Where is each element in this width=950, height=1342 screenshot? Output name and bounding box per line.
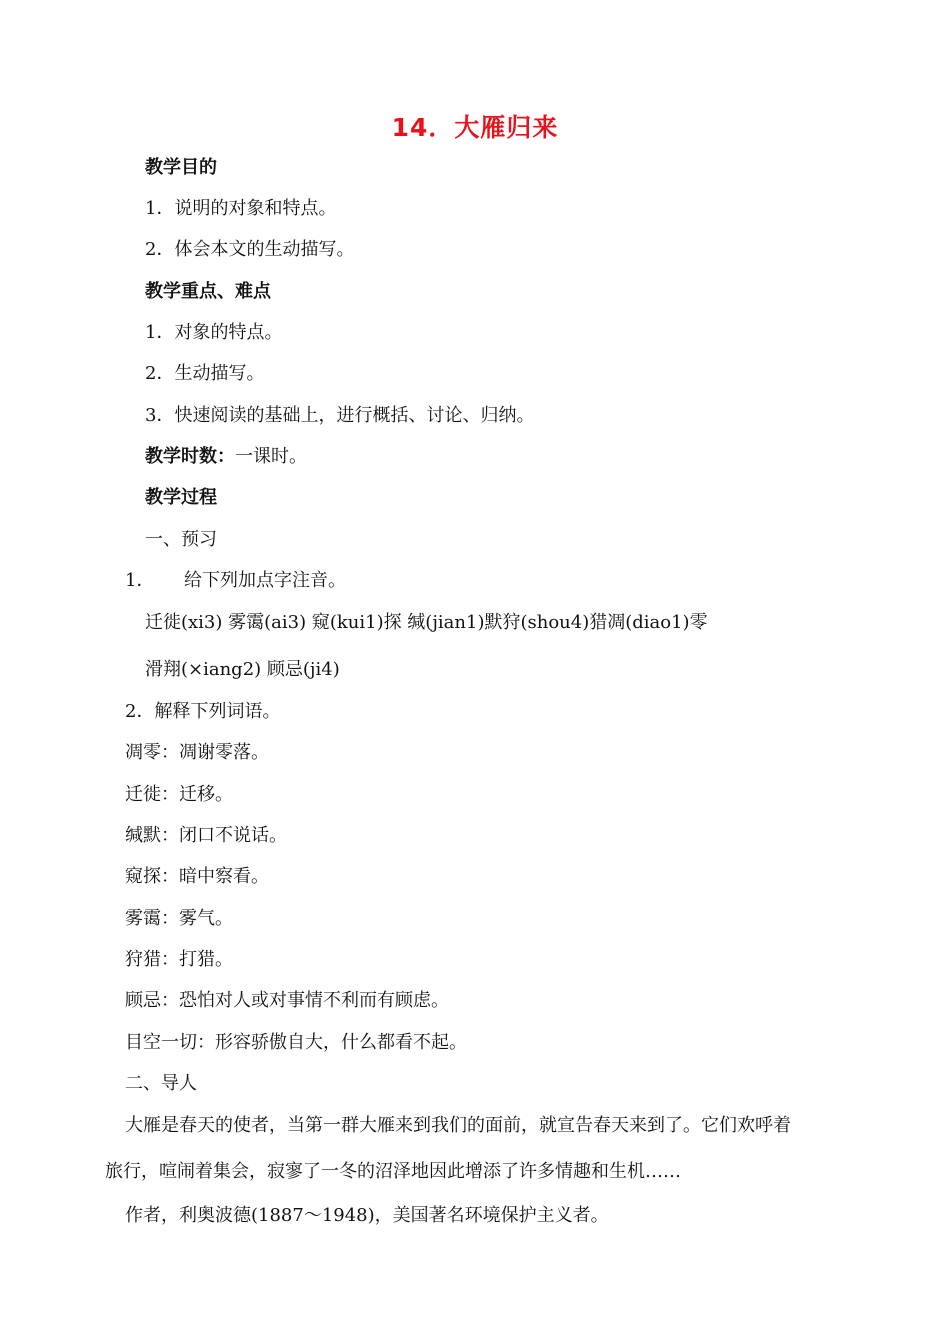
- intro-heading: 二、导人: [125, 1073, 197, 1094]
- process-heading: 教学过程: [145, 487, 217, 508]
- objective-item: 2．体会本文的生动描写。: [145, 239, 355, 260]
- definition-item: 狩猎：打猎。: [125, 949, 233, 970]
- pinyin-line: 滑翔(×iang2) 顾忌(ji4): [145, 659, 340, 680]
- hours-line: [145, 445, 307, 469]
- pinyin-line: 迁徙(xi3) 雾霭(ai3) 窥(kui1)探 缄(jian1)默狩(shou4)猎凋(diao1)零: [145, 612, 708, 633]
- key-point-item: 2．生动描写。: [145, 363, 265, 384]
- definition-item: 顾忌：恐怕对人或对事情不利而有顾虑。: [125, 990, 449, 1011]
- definition-item: 雾霭：雾气。: [125, 908, 233, 929]
- key-point-item: 1．对象的特点。: [145, 322, 283, 343]
- preview-heading: 一、预习: [145, 529, 217, 550]
- definition-item: 目空一切：形容骄傲自大，什么都看不起。: [125, 1032, 467, 1053]
- objectives-heading: 教学目的: [145, 157, 217, 178]
- hours-heading: 教学时数：: [145, 446, 235, 467]
- key-point-item: 3．快速阅读的基础上，进行概括、讨论、归纳。: [145, 405, 535, 426]
- intro-paragraph-line: 大雁是春天的使者，当第一群大雁来到我们的面前，就宣告春天来到了。它们欢呼着: [125, 1115, 791, 1136]
- definition-item: 缄默：闭口不说话。: [125, 825, 287, 846]
- definition-item: 窥探：暗中察看。: [125, 866, 269, 887]
- question-number: 1．: [125, 570, 155, 591]
- intro-paragraph-line: 旅行，喧闹着集会，寂寥了一冬的沼泽地因此增添了许多情趣和生机……: [105, 1161, 681, 1182]
- key-points-heading: 教学重点、难点: [145, 281, 271, 302]
- definition-item: 凋零：凋谢零落。: [125, 742, 269, 763]
- definition-item: 迁徙：迁移。: [125, 784, 233, 805]
- document-title: 14．大雁归来: [391, 113, 559, 142]
- author-line: 作者，利奥波德(1887～1948)，美国著名环境保护主义者。: [125, 1205, 609, 1226]
- hours-value: 一课时。: [235, 446, 307, 467]
- question-text: 给下列加点字注音。: [184, 570, 346, 591]
- objective-item: 1．说明的对象和特点。: [145, 198, 337, 219]
- question-text: 2．解释下列词语。: [125, 701, 281, 722]
